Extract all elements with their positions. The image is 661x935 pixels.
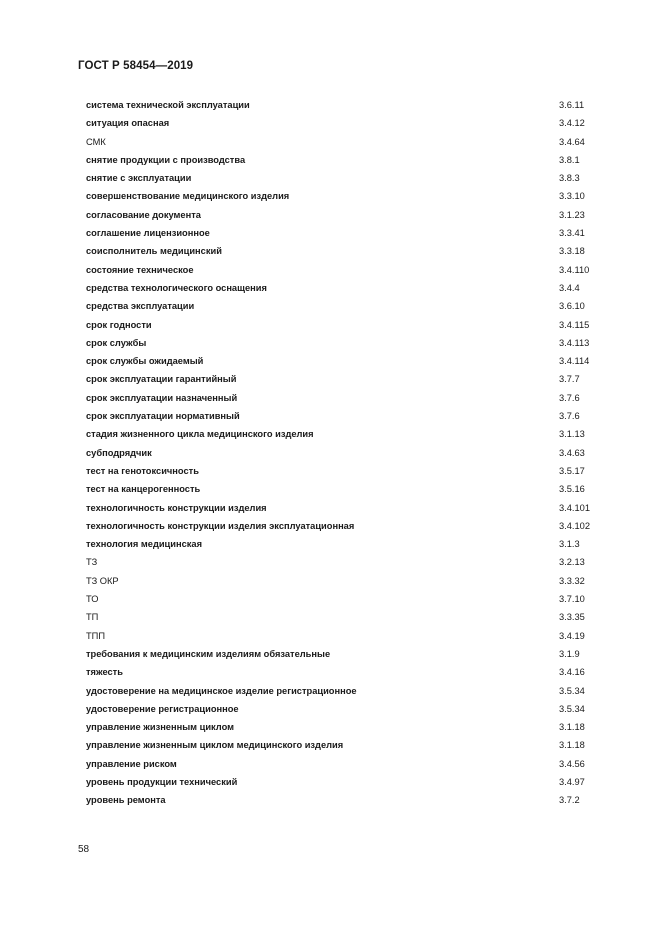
index-entry — [0, 773, 661, 791]
index-term: СМК — [86, 136, 106, 147]
index-entry — [0, 718, 661, 736]
index-term: соисполнитель медицинский — [86, 246, 222, 257]
index-term: совершенствование медицинского изделия — [86, 191, 290, 202]
index-reference: 3.7.2 — [559, 795, 580, 806]
index-reference: 3.4.19 — [559, 630, 585, 641]
index-entry — [0, 553, 661, 571]
index-term: управление риском — [86, 758, 177, 769]
index-entry — [0, 444, 661, 462]
document-header: ГОСТ Р 58454—2019 — [78, 60, 194, 72]
index-term: срок годности — [86, 319, 152, 330]
index-entry — [0, 151, 661, 169]
index-entry — [0, 114, 661, 132]
index-reference: 3.4.113 — [559, 337, 590, 348]
index-reference: 3.4.16 — [559, 667, 585, 678]
index-reference: 3.7.10 — [559, 594, 585, 605]
index-entry — [0, 261, 661, 279]
index-reference: 3.5.16 — [559, 484, 585, 495]
index-term: технология медицинская — [86, 539, 203, 550]
index-term: срок службы — [86, 337, 147, 348]
index-reference: 3.1.23 — [559, 209, 585, 220]
index-reference: 3.1.3 — [559, 539, 580, 550]
index-entry — [0, 224, 661, 242]
index-entry — [0, 169, 661, 187]
index-reference: 3.5.34 — [559, 703, 585, 714]
index-reference: 3.7.7 — [559, 374, 580, 385]
index-reference: 3.4.101 — [559, 502, 591, 513]
index-reference: 3.8.3 — [559, 173, 580, 184]
index-entry — [0, 206, 661, 224]
index-term: удостоверение на медицинское изделие регистрационное — [86, 685, 357, 696]
index-term: снятие с эксплуатации — [86, 173, 192, 184]
index-term: срок эксплуатации назначенный — [86, 392, 238, 403]
index-reference: 3.1.18 — [559, 740, 585, 751]
index-reference: 3.1.9 — [559, 648, 580, 659]
index-term: тяжесть — [86, 667, 123, 678]
index-term: срок службы ожидаемый — [86, 356, 204, 367]
index-term: технологичность конструкции изделия — [86, 502, 267, 513]
index-entry — [0, 370, 661, 388]
index-entry — [0, 791, 661, 809]
index-term: уровень продукции технический — [86, 776, 238, 787]
index-reference: 3.4.63 — [559, 447, 585, 458]
index-reference: 3.8.1 — [559, 154, 580, 165]
index-reference: 3.1.18 — [559, 722, 585, 733]
index-term: тест на канцерогенность — [86, 484, 201, 495]
index-term: средства технологического оснащения — [86, 282, 267, 293]
index-entry — [0, 352, 661, 370]
index-entry — [0, 645, 661, 663]
index-reference: 3.3.35 — [559, 612, 585, 623]
index-term: стадия жизненного цикла медицинского изделия — [86, 429, 314, 440]
index-reference: 3.2.13 — [559, 557, 585, 568]
index-entry — [0, 736, 661, 754]
index-reference: 3.4.102 — [559, 520, 591, 531]
index-term: управление жизненным циклом медицинского изделия — [86, 740, 344, 751]
index-entry — [0, 242, 661, 260]
index-entry — [0, 590, 661, 608]
index-term: субподрядчик — [86, 447, 152, 458]
index-term: требования к медицинским изделиям обязательные — [86, 648, 331, 659]
index-reference: 3.4.97 — [559, 776, 585, 787]
index-term: снятие продукции с производства — [86, 154, 246, 165]
index-term: ТП — [86, 612, 99, 623]
index-reference: 3.1.13 — [559, 429, 585, 440]
index-reference: 3.7.6 — [559, 411, 580, 422]
index-reference: 3.6.10 — [559, 301, 585, 312]
index-term: управление жизненным циклом — [86, 722, 235, 733]
index-reference: 3.4.12 — [559, 118, 585, 129]
index-term: ТЗ ОКР — [86, 575, 119, 586]
index-term: ТО — [86, 594, 99, 605]
index-reference: 3.6.11 — [559, 100, 585, 110]
index-term: ТЗ — [86, 557, 98, 568]
index-term: удостоверение регистрационное — [86, 703, 239, 714]
index-entry — [0, 425, 661, 443]
index-entry — [0, 187, 661, 205]
index-term: ситуация опасная — [86, 118, 170, 129]
index-term: состояние техническое — [86, 264, 194, 275]
index-term: уровень ремонта — [86, 795, 166, 806]
index-entry — [0, 499, 661, 517]
term-index-list — [0, 96, 661, 810]
index-entry — [0, 297, 661, 315]
index-reference: 3.4.4 — [559, 282, 580, 293]
index-term: ТПП — [86, 630, 106, 641]
index-entry — [0, 535, 661, 553]
index-term: система технической эксплуатации — [86, 100, 250, 110]
page-number: 58 — [78, 844, 90, 855]
index-entry — [0, 389, 661, 407]
index-reference: 3.4.114 — [559, 356, 590, 367]
index-entry — [0, 663, 661, 681]
index-entry — [0, 700, 661, 718]
index-reference: 3.5.17 — [559, 465, 585, 476]
index-reference: 3.3.32 — [559, 575, 585, 586]
index-entry — [0, 480, 661, 498]
index-reference: 3.3.41 — [559, 228, 585, 239]
index-reference: 3.4.64 — [559, 136, 585, 147]
index-reference: 3.4.56 — [559, 758, 585, 769]
index-entry — [0, 682, 661, 700]
index-term: соглашение лицензионное — [86, 228, 210, 239]
index-entry — [0, 133, 661, 151]
index-term: средства эксплуатации — [86, 301, 195, 312]
index-entry — [0, 462, 661, 480]
index-term: срок эксплуатации гарантийный — [86, 374, 237, 385]
index-entry — [0, 96, 661, 114]
index-reference: 3.7.6 — [559, 392, 580, 403]
index-entry — [0, 627, 661, 645]
index-entry — [0, 517, 661, 535]
index-entry — [0, 279, 661, 297]
index-entry — [0, 407, 661, 425]
index-entry — [0, 316, 661, 334]
index-term: технологичность конструкции изделия эксплуатационная — [86, 520, 355, 531]
index-entry — [0, 572, 661, 590]
index-entry — [0, 334, 661, 352]
index-reference: 3.3.18 — [559, 246, 585, 257]
index-entry — [0, 755, 661, 773]
index-reference: 3.5.34 — [559, 685, 585, 696]
index-term: срок эксплуатации нормативный — [86, 411, 240, 422]
index-term: согласование документа — [86, 209, 201, 220]
index-reference: 3.4.115 — [559, 319, 590, 330]
index-term: тест на генотоксичность — [86, 465, 199, 476]
index-reference: 3.4.110 — [559, 264, 590, 275]
index-entry — [0, 608, 661, 626]
index-reference: 3.3.10 — [559, 191, 585, 202]
